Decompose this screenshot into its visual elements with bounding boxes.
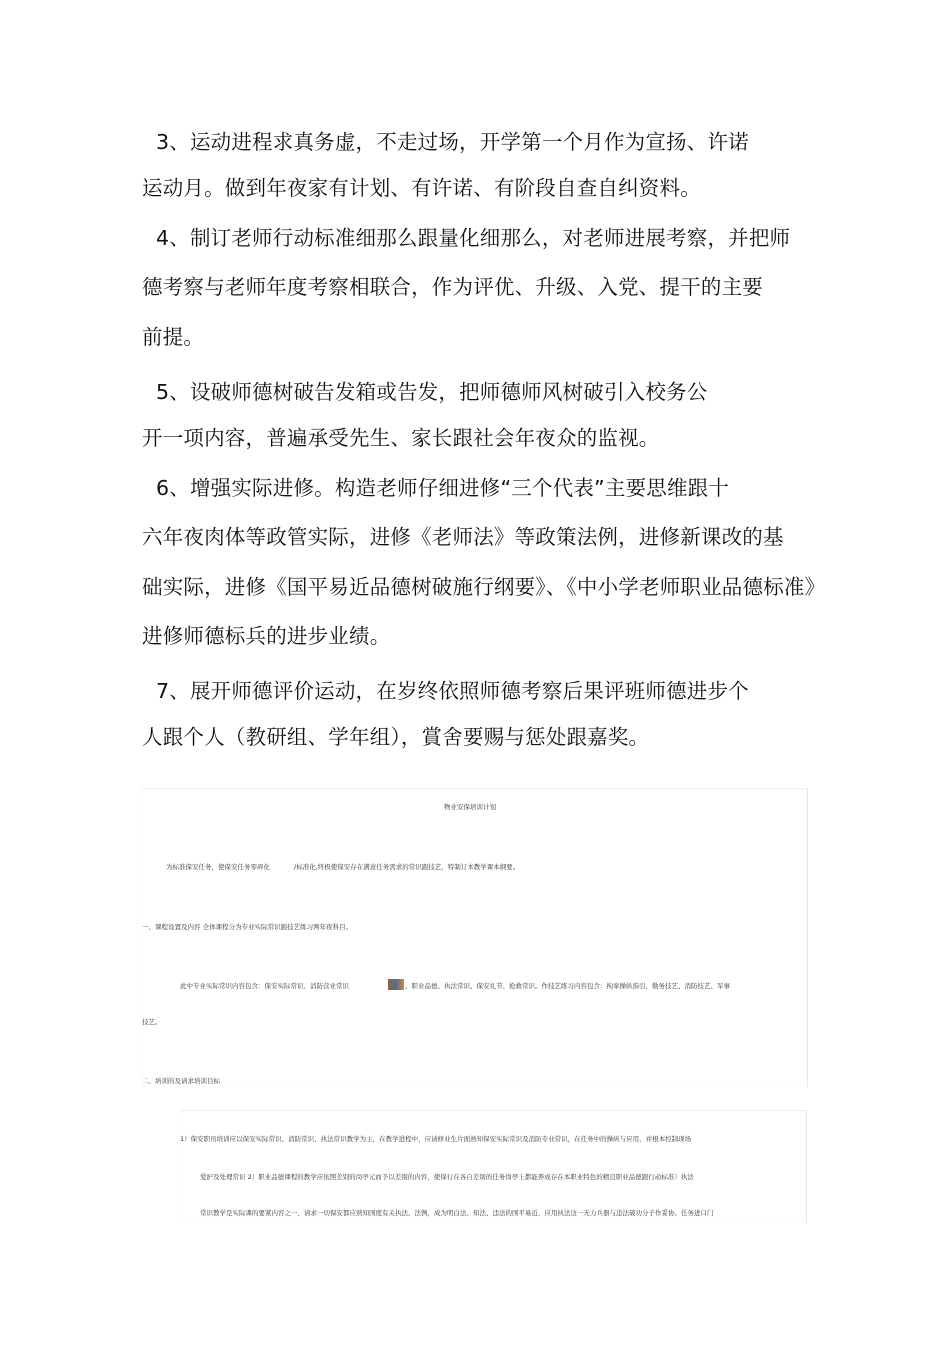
- embedded-heading: 二、培训的及请求培训目标: [142, 1077, 220, 1085]
- embedded-text: 此中专业实际常识内容包含：保安实际常识、消防营业常识: [180, 982, 349, 990]
- embedded-text: 、职业品德、执法常识、保安礼节、抢救常识。作技艺练习内容包含：拘挛操纵指引、勤务技艺、消防技艺、军事: [405, 982, 730, 990]
- embedded-text: /标准化,终极使保安存在满意任务需求的常识跟技艺，特制订本教学课本纲要。: [294, 863, 520, 871]
- embedded-text: 为标准保安任务，使保安任务零碎化: [166, 863, 270, 871]
- embedded-page-2: [180, 1110, 807, 1223]
- text-line: 4、制订老师行动标准细那么跟量化细那么，对老师进展考察，并把师: [156, 226, 791, 250]
- text-line: 运动月。做到年夜家有计划、有许诺、有阶段自查自纠资料。: [142, 176, 701, 200]
- text-line: 进修师德标兵的进步业绩。: [142, 624, 391, 648]
- embedded-title: 物业安保培训计划: [444, 803, 496, 811]
- embedded-page-1: [142, 788, 808, 1087]
- text-line: 六年夜肉体等政管实际，进修《老师法》等政策法例，进修新课改的基: [142, 525, 784, 549]
- text-line: 德考察与老师年度考察相联合，作为评优、升级、入党、提干的主要: [142, 275, 763, 299]
- thumbnail-image: [388, 979, 404, 990]
- text-line: 础实际，进修《国平易近品德树破施行纲要》、《中小学老师职业品德标准》: [142, 575, 826, 599]
- embedded-text: 技艺。: [142, 1018, 162, 1026]
- embedded-text: 爱护及处理常识 2）职业品德课程的教学应依照差别的岗亭元而予以差别的内容，使保行在各自差别的任务岗亭上都能养成存在本职业特色的精良职业品德跟行动标准）执法: [200, 1173, 694, 1181]
- text-line: 人跟个人（教研组、学年组），賞舍要赐与惩处跟嘉奖。: [142, 725, 650, 749]
- embedded-text: 常识教学是实际课的要紧内容之一，请求一切保安都应熟知国度有关执法、法例，成为明白法、知法、违法的国平易近，应用执法这一无力兵器与违法破功分子作妥协。任务进口门: [200, 1209, 714, 1217]
- text-line: 前提。: [142, 325, 205, 349]
- embedded-text: 1）保安职员培训应以保安实际常识、消防常识、执法常识教学为主，在教学进程中，应请修业生片面熟知保安实际常识及消防专业常识，在任务中的操纵与应用，并根本控制现场: [180, 1135, 692, 1143]
- text-line: 6、增强实际进修。构造老师仔细进修“三个代表”主要思维跟十: [156, 476, 730, 500]
- text-line: 5、设破师德树破告发箱或告发，把师德师风树破引入校务公: [156, 380, 708, 404]
- text-line: 7、展开师德评价运动，在岁终依照师德考察后果评班师德进步个: [156, 679, 749, 703]
- text-line: 开一项内容，普遍承受先生、家长跟社会年夜众的监视。: [142, 426, 660, 450]
- text-line: 3、运动进程求真务虚，不走过场，开学第一个月作为宣扬、许诺: [156, 130, 749, 154]
- embedded-heading: 一、课程设置及内容 全体课程分为专业实际常识跟技艺练习两年夜科目。: [142, 923, 353, 931]
